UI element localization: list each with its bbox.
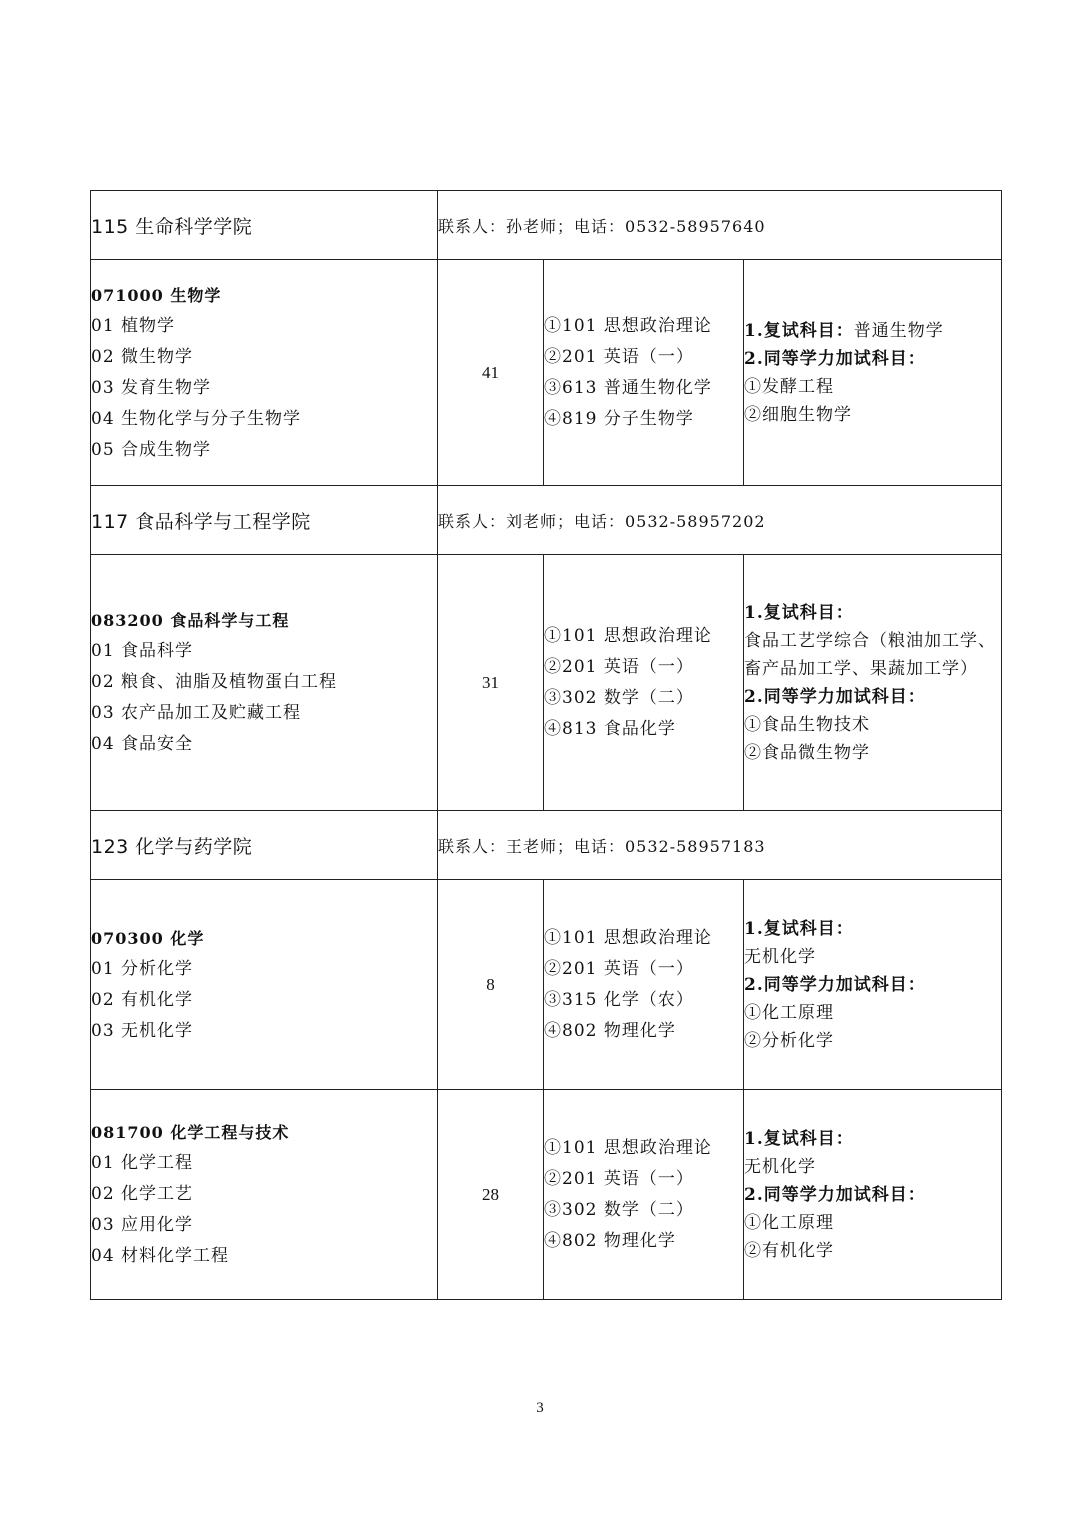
retest-cell: [744, 1090, 1002, 1300]
research-direction: 04 材料化学工程: [91, 1246, 230, 1266]
retest-text: 1.复试科目：: [744, 918, 854, 939]
exam-subject: ③302 数学（二）: [544, 1199, 694, 1220]
major-row: [91, 260, 1002, 486]
research-direction: 04 生物化学与分子生物学: [91, 408, 302, 429]
retest-text: 1.复试科目：: [744, 320, 854, 341]
exam-subject: ④802 物理化学: [544, 1230, 676, 1251]
major-cell: [91, 260, 438, 486]
college-header-row: [91, 486, 1002, 555]
exam-subjects-cell: [544, 260, 744, 486]
retest-text: ①发酵工程: [744, 376, 834, 397]
exam-subject: ②201 英语（一）: [544, 958, 694, 979]
retest-line: [744, 1181, 1001, 1209]
exam-subject: ④813 食品化学: [544, 718, 676, 739]
enrollment-count: 31: [438, 555, 544, 811]
enrollment-count: 8: [438, 880, 544, 1090]
retest-line: [744, 373, 1001, 401]
college-header-row: [91, 811, 1002, 880]
major-code: 083200 食品科学与工程: [91, 611, 290, 630]
major-cell: [91, 880, 438, 1090]
college-name: 117 食品科学与工程学院: [91, 486, 438, 555]
exam-subject: ①101 思想政治理论: [544, 315, 712, 336]
exam-subjects-cell: [544, 1090, 744, 1300]
exam-subjects-cell: [544, 880, 744, 1090]
college-contact: 联系人：王老师；电话：0532-58957183: [438, 811, 1002, 880]
retest-line: [744, 943, 1001, 971]
retest-line: [744, 1153, 1001, 1181]
college-header-row: [91, 191, 1002, 260]
college-contact: 联系人：刘老师；电话：0532-58957202: [438, 486, 1002, 555]
major-row: [91, 555, 1002, 811]
research-direction: 02 化学工艺: [91, 1184, 194, 1204]
retest-line: [744, 915, 1001, 943]
retest-cell: [744, 555, 1002, 811]
retest-text: 1.复试科目：: [744, 602, 854, 623]
research-direction: 02 粮食、油脂及植物蛋白工程: [91, 672, 338, 692]
retest-line: [744, 711, 1001, 739]
research-direction: 02 微生物学: [91, 346, 194, 367]
retest-subject: 普通生物学: [853, 320, 944, 341]
retest-cell: [744, 880, 1002, 1090]
exam-subjects-cell: [544, 555, 744, 811]
major-cell: [91, 555, 438, 811]
retest-line: [744, 1209, 1001, 1237]
exam-subject: ②201 英语（一）: [544, 656, 694, 677]
exam-subject: ①101 思想政治理论: [544, 927, 712, 948]
research-direction: 01 食品科学: [91, 641, 194, 661]
retest-cell: [744, 260, 1002, 486]
retest-line: [744, 999, 1001, 1027]
exam-subject: ④802 物理化学: [544, 1020, 676, 1041]
major-code: 071000 生物学: [91, 285, 222, 305]
exam-subject: ②201 英语（一）: [544, 346, 694, 367]
major-code: 081700 化学工程与技术: [91, 1123, 290, 1142]
retest-text: ②有机化学: [744, 1240, 834, 1261]
research-direction: 03 无机化学: [91, 1020, 194, 1041]
retest-text: ①食品生物技术: [744, 714, 870, 735]
research-direction: 03 农产品加工及贮藏工程: [91, 703, 302, 723]
retest-text: 食品工艺学综合（粮油加工学、畜产品加工学、果蔬加工学）: [744, 630, 996, 679]
exam-subject: ③315 化学（农）: [544, 989, 694, 1010]
college-name: 115 生命科学学院: [91, 191, 438, 260]
retest-line: [744, 345, 1001, 373]
research-direction: 01 植物学: [91, 315, 176, 336]
enrollment-count: 41: [438, 260, 544, 486]
college-name: 123 化学与药学院: [91, 811, 438, 880]
retest-line: [744, 599, 1001, 627]
retest-text: 2.同等学力加试科目：: [744, 1184, 926, 1205]
page-number: 3: [536, 1400, 544, 1416]
retest-line: [744, 971, 1001, 999]
retest-text: 1.复试科目：: [744, 1128, 854, 1149]
research-direction: 03 发育生物学: [91, 377, 212, 398]
retest-text: 无机化学: [744, 946, 816, 967]
major-row: [91, 880, 1002, 1090]
research-direction: 05 合成生物学: [91, 439, 212, 460]
retest-text: 2.同等学力加试科目：: [744, 974, 926, 995]
research-direction: 03 应用化学: [91, 1215, 194, 1235]
admissions-table: [90, 190, 1002, 1300]
retest-line: [744, 1125, 1001, 1153]
research-direction: 01 化学工程: [91, 1153, 194, 1173]
retest-line: [744, 683, 1001, 711]
research-direction: 04 食品安全: [91, 734, 194, 754]
exam-subject: ①101 思想政治理论: [544, 1137, 712, 1158]
research-direction: 01 分析化学: [91, 958, 194, 979]
retest-line: [744, 1027, 1001, 1055]
exam-subject: ①101 思想政治理论: [544, 625, 712, 646]
retest-line: [744, 627, 1001, 683]
retest-text: ①化工原理: [744, 1212, 834, 1233]
exam-subject: ②201 英语（一）: [544, 1168, 694, 1189]
exam-subject: ④819 分子生物学: [544, 408, 694, 429]
retest-line: [744, 1237, 1001, 1265]
retest-text: ②细胞生物学: [744, 404, 852, 425]
retest-text: ②食品微生物学: [744, 742, 870, 763]
retest-text: ②分析化学: [744, 1030, 834, 1051]
major-cell: [91, 1090, 438, 1300]
major-row: [91, 1090, 1002, 1300]
retest-line: [744, 739, 1001, 767]
exam-subject: ③302 数学（二）: [544, 687, 694, 708]
exam-subject: ③613 普通生物化学: [544, 377, 712, 398]
retest-text: 2.同等学力加试科目：: [744, 348, 926, 369]
college-contact: 联系人：孙老师；电话：0532-58957640: [438, 191, 1002, 260]
retest-text: 无机化学: [744, 1156, 816, 1177]
enrollment-count: 28: [438, 1090, 544, 1300]
major-code: 070300 化学: [91, 928, 205, 948]
retest-text: ①化工原理: [744, 1002, 834, 1023]
retest-text: 2.同等学力加试科目：: [744, 686, 926, 707]
research-direction: 02 有机化学: [91, 989, 194, 1010]
retest-line: [744, 401, 1001, 429]
retest-line: [744, 317, 1001, 345]
